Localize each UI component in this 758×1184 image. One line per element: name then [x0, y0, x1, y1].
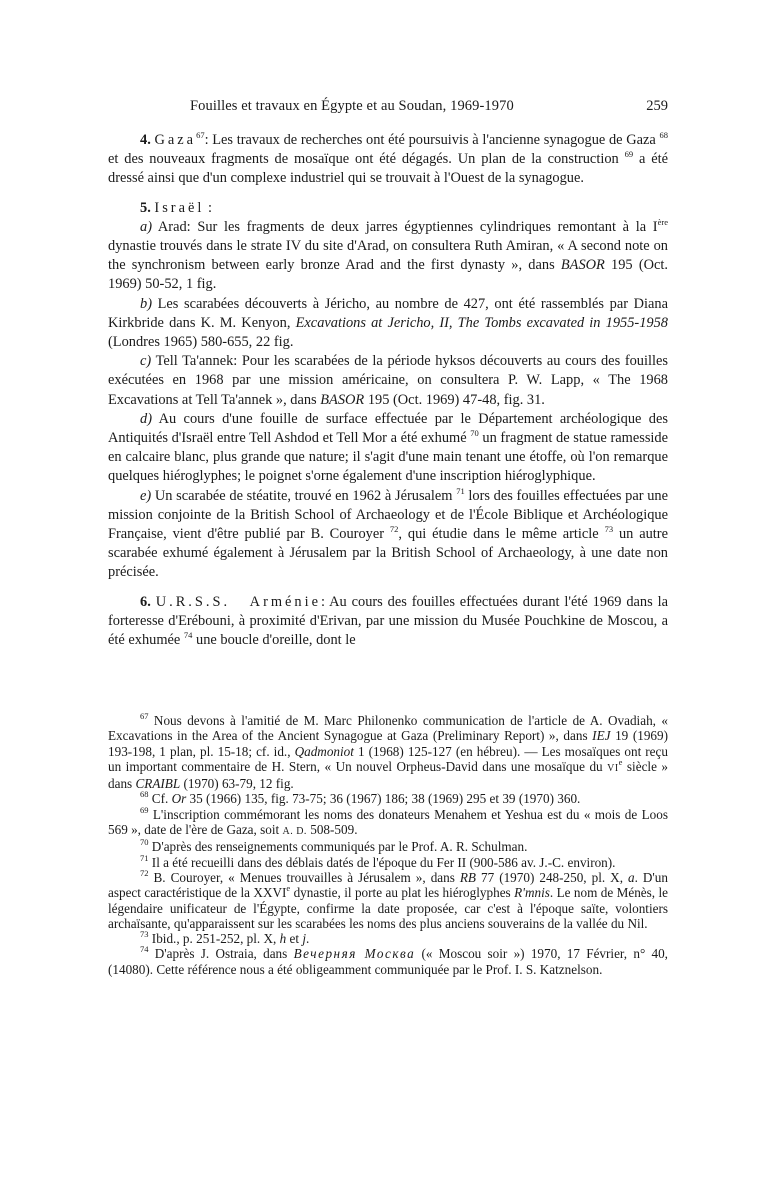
- journal-name: BASOR: [320, 391, 365, 408]
- footnote-70: $^{70}$ D'après des renseignements communiqués par le Prof. A. R. Schulman.: [140, 837, 528, 855]
- footnote-ref: 70: [470, 428, 479, 439]
- paragraph-d: d) Au cours d'une fouille de surface effectuée par le Département archéologique des Antiquités d'Israël entre Tell Ashdod et Tell Mor a été exhumé $^{70}$ un fragment de statue ramesside en calcaire blanc, plus grande que nature; il s'agit d'une main tenant une étoffe, où l'on remarque quelques hiéroglyphes; le poignet s'orne également d'une inscription hiéroglyphique.: [108, 410, 668, 485]
- paragraph-a: a) Arad: Sur les fragments de deux jarres égyptiennes cylindriques remontant à la Ière dynastie trouvés dans le strate IV du site d'Arad, on consultera Ruth Amiran, « A second note on the synchronism between early bronze Arad and the first dynasty », dans BASOR 195 (Oct. 1969) 50-52, 1 fig.: [108, 216, 669, 293]
- journal-name: Qadmoniot: [294, 743, 354, 759]
- running-title: Fouilles et travaux en Égypte et au Soudan, 1969-1970: [190, 98, 514, 114]
- section-israel: 5. Israël :: [140, 199, 212, 216]
- item-label: b): [140, 295, 152, 312]
- paragraph-e: e) Un scarabée de stéatite, trouvé en 1962 à Jérusalem $^{71}$ lors des fouilles effectuées par une mission conjointe de la British School of Archaeology et de l'École Biblique et Archéologique Française, vient d'être publié par B. Couroyer $^{72}$, qui étudie dans le même article $^{73}$ un autre scarabée exhumé également à Jérusalem par la British School of Archaeology, à une date non précisée.: [108, 485, 668, 581]
- footnote-number: 73: [140, 929, 149, 940]
- footnote-74: $^{74}$ D'après J. Ostraia, dans Вечерняя Москва (« Moscou soir ») 1970, 17 Février, n° 40, (14080). Cette référence nous a été obligeamment communiquée par le Prof. I. S. Katznelson.: [108, 944, 668, 977]
- footnote-ref: 72: [389, 524, 399, 535]
- page-number: 259: [646, 98, 668, 114]
- footnote-ref: 69: [624, 149, 634, 160]
- footnote-69: $^{69}$ L'inscription commémorant les noms des donateurs Menahem et Yeshua est du « mois de Loos 569 », date de l'ère de Gaza, soit A. D. 508-509.: [108, 804, 668, 838]
- journal-name: BASOR: [560, 257, 605, 274]
- paragraph-c: c) Tell Ta'annek: Pour les scarabées de la période hyksos découverts au cours des fouilles exécutées en 1968 par une mission américaine, on consultera P. W. Lapp, « The 1968 Excavations at Tell Ta'annek », dans BASOR 195 (Oct. 1969) 47-48, fig. 31.: [108, 353, 668, 408]
- journal-name: Вечерняя Москва: [293, 946, 416, 962]
- footnote-number: 74: [140, 944, 149, 955]
- footnote-ref: 67: [196, 130, 205, 140]
- footnote-ref: 71: [456, 485, 465, 496]
- journal-name: CRAIBL: [135, 776, 181, 792]
- section-number: 5.: [140, 199, 151, 216]
- paragraph-b: b) Les scarabées découverts à Jéricho, au nombre de 427, ont été rassemblés par Diana Kirkbride dans K. M. Kenyon, Excavations at Jericho, II, The Tombs excavated in 1955-1958 (Londres 1965) 580-655, 22 fig.: [108, 295, 668, 351]
- footnote-ref: 68: [659, 130, 668, 140]
- page-header: [108, 98, 668, 118]
- hieroglyph-transliteration: R'mnis: [514, 885, 550, 901]
- footnote-ref: 73: [604, 524, 614, 535]
- footnote-number: 72: [140, 867, 149, 878]
- section-subheading: Arménie: [249, 593, 322, 610]
- footnote-67: $^{67}$ Nous devons à l'amitié de M. Marc Philonenko communication de l'article de A. Ovadiah, « Excavations in the Area of the Ancient Synagogue at Gaza (Preliminary Report) », dans IEJ 19 (1969) 193-198, 1 plan, pl. 15-18; cf. id., Qadmoniot 1 (1968) 125-127 (en hébreu). — Les mosaïques ont reçu un important commentaire de H. Stern, « Un nouvel Orpheus-David dans une mosaïque du VIe siècle » dans CRAIBL (1970) 63-79, 12 fig.: [108, 711, 669, 792]
- footnote-number: 71: [140, 852, 149, 863]
- footnote-68: $^{68}$ Cf. Or 35 (1966) 135, fig. 73-75; 36 (1967) 186; 38 (1969) 295 et 39 (1970) 360.: [140, 789, 581, 807]
- footnote-number: 67: [140, 711, 149, 721]
- section-number: 6.: [140, 593, 151, 610]
- main-text: [108, 131, 668, 650]
- footnote-73: $^{73}$ Ibid., p. 251-252, pl. X, h et j.: [140, 929, 310, 947]
- item-label: c): [140, 353, 152, 370]
- section-gaza: 4. Gaza$^{67}$: Les travaux de recherches ont été poursuivis à l'ancienne synagogue de Gaza $^{68}$ et des nouveaux fragments de mosaïque ont été dégagés. Un plan de la construction $^{69}$ a été dressé ainsi que d'un complexe industriel qui se trouvait à l'Ouest de la synagogue.: [108, 130, 668, 187]
- footnote-number: 69: [140, 804, 149, 815]
- footnote-72: $^{72}$ B. Couroyer, « Menues trouvailles à Jérusalem », dans RB 77 (1970) 248-250, pl. X, a. D'un aspect caractéristique de la XXVIe dynastie, il porte au plat les hiéroglyphes R'mnis. Le nom de Ménès, le légendaire unificateur de l'Égypte, confirme la date proposée, car c'est à l'époque saïte, volontiers archaïsante, qu'apparaissent sur les scarabées les noms des plus anciens souverains de la vallée du Nil.: [108, 867, 668, 931]
- section-heading: Gaza: [154, 132, 197, 148]
- item-label: e): [140, 487, 152, 504]
- footnote-ref: 74: [183, 630, 193, 641]
- footnote-number: 68: [140, 789, 149, 800]
- footnote-71: $^{71}$ Il a été recueilli dans des déblais datés de l'époque du Fer II (900-586 av. J.-C. environ).: [140, 852, 616, 870]
- section-urss: 6. U.R.S.S. Arménie: Au cours des fouilles effectuées durant l'été 1969 dans la forteresse d'Erébouni, à proximité d'Erivan, par une mission du Musée Pouchkine de Moscou, a été exhumée $^{74}$ une boucle d'oreille, dont le: [108, 593, 669, 649]
- book-title: Excavations at Jericho, II, The Tombs excavated in 1955-1958: [295, 314, 668, 331]
- item-label: d): [140, 410, 152, 427]
- journal-name: RB: [459, 869, 476, 885]
- section-heading: U.R.S.S.: [155, 593, 231, 610]
- journal-name: IEJ: [592, 728, 611, 744]
- section-number: 4.: [140, 132, 151, 148]
- journal-name: Or: [171, 791, 187, 807]
- section-heading: Israël: [154, 199, 205, 216]
- item-label: a): [140, 218, 152, 235]
- footnote-number: 70: [140, 837, 149, 848]
- footnotes: [108, 713, 668, 977]
